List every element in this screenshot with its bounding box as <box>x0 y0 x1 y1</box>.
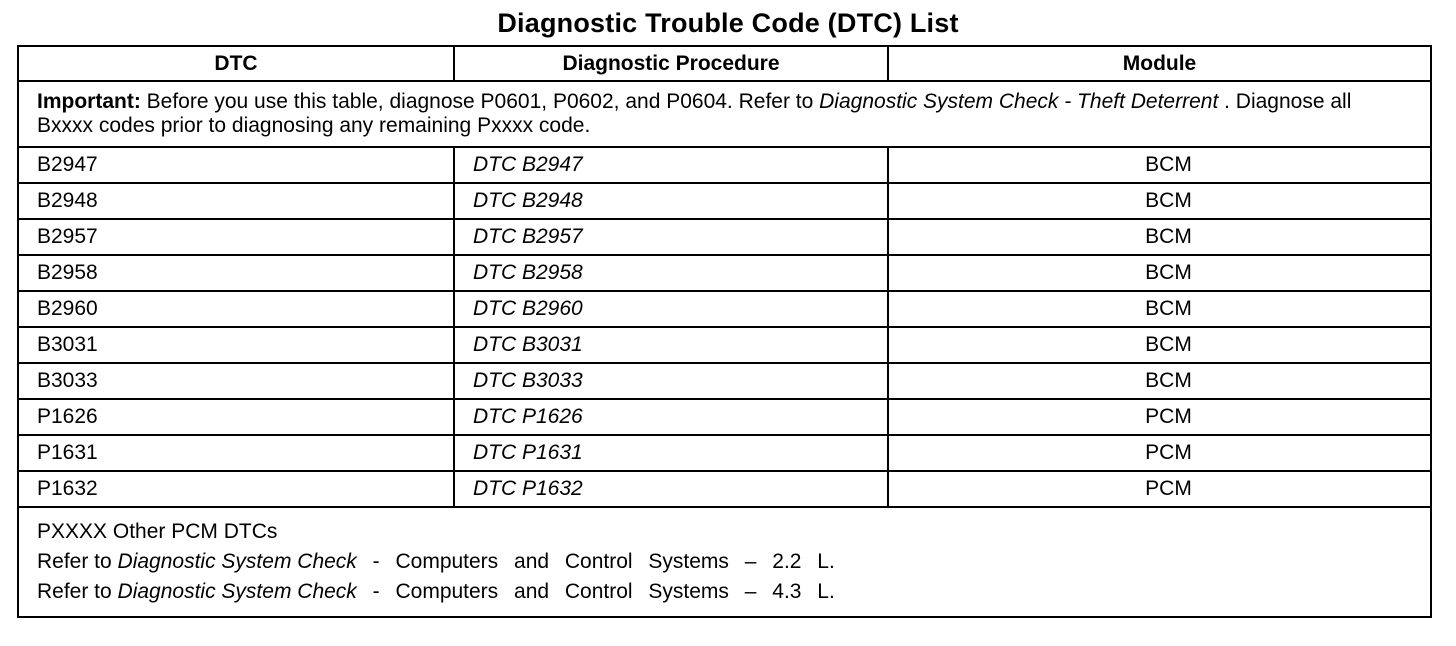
footer-ref-prefix: Refer to <box>37 580 118 603</box>
header-row <box>18 46 1431 81</box>
footer-row <box>18 507 1431 617</box>
table-row <box>18 471 1431 507</box>
table-row <box>18 255 1431 291</box>
diagnostic-procedure-link[interactable]: DTC B2948 <box>454 183 888 219</box>
diagnostic-procedure-link[interactable]: DTC P1632 <box>454 471 888 507</box>
important-note <box>18 81 1431 147</box>
important-text-1: Before you use this table, diagnose P0601, P0602, and P0604. Refer to <box>140 90 820 113</box>
table-row <box>18 399 1431 435</box>
module-cell: PCM <box>888 435 1431 471</box>
module-cell: PCM <box>888 399 1431 435</box>
module-cell: BCM <box>888 255 1431 291</box>
table-row <box>18 147 1431 183</box>
dtc-code-cell: B2948 <box>18 183 454 219</box>
dtc-code-cell: P1631 <box>18 435 454 471</box>
footer-ref-prefix: Refer to <box>37 550 118 573</box>
table-row <box>18 363 1431 399</box>
dtc-code-cell: B2958 <box>18 255 454 291</box>
dtc-table <box>17 45 1432 618</box>
column-header-module: Module <box>888 46 1431 81</box>
table-row <box>18 219 1431 255</box>
table-row <box>18 435 1431 471</box>
diagnostic-procedure-link[interactable]: DTC B2947 <box>454 147 888 183</box>
diagnostic-procedure-link[interactable]: DTC B2960 <box>454 291 888 327</box>
diagnostic-procedure-link[interactable]: DTC P1631 <box>454 435 888 471</box>
important-label: Important: <box>37 90 141 113</box>
diagnostic-procedure-link[interactable]: DTC P1626 <box>454 399 888 435</box>
module-cell: BCM <box>888 327 1431 363</box>
table-row <box>18 291 1431 327</box>
dtc-code-cell: P1626 <box>18 399 454 435</box>
footer-ref-4-3l <box>37 577 1412 607</box>
dtc-code-cell: B3033 <box>18 363 454 399</box>
page-title: Diagnostic Trouble Code (DTC) List <box>497 8 959 38</box>
other-pcm-dtcs-label: PXXXX Other PCM DTCs <box>37 520 278 543</box>
footer-ref-2-2l <box>37 547 1412 577</box>
system-check-link-4-3l[interactable]: Diagnostic System Check <box>117 580 357 603</box>
dtc-code-cell: B2960 <box>18 291 454 327</box>
module-cell: BCM <box>888 147 1431 183</box>
diagnostic-procedure-link[interactable]: DTC B3033 <box>454 363 888 399</box>
column-header-procedure: Diagnostic Procedure <box>454 46 888 81</box>
module-cell: BCM <box>888 291 1431 327</box>
theft-deterrent-link[interactable]: Diagnostic System Check - Theft Deterrent <box>819 90 1219 113</box>
diagnostic-procedure-link[interactable]: DTC B2958 <box>454 255 888 291</box>
module-cell: BCM <box>888 183 1431 219</box>
dtc-code-cell: B2947 <box>18 147 454 183</box>
footer-ref-suffix: - Computers and Control Systems – 2.2 L. <box>356 550 835 573</box>
dtc-code-cell: B2957 <box>18 219 454 255</box>
table-row <box>18 183 1431 219</box>
module-cell: PCM <box>888 471 1431 507</box>
important-text-2: . Diagnose all Bxxxx codes prior to diagnosing any remaining Pxxxx code. <box>37 90 1352 137</box>
module-cell: BCM <box>888 363 1431 399</box>
dtc-code-cell: B3031 <box>18 327 454 363</box>
system-check-link-2-2l[interactable]: Diagnostic System Check <box>117 550 357 573</box>
column-header-dtc: DTC <box>18 46 454 81</box>
footer-cell <box>18 507 1431 617</box>
diagnostic-procedure-link[interactable]: DTC B2957 <box>454 219 888 255</box>
dtc-code-cell: P1632 <box>18 471 454 507</box>
module-cell: BCM <box>888 219 1431 255</box>
footer-ref-suffix: - Computers and Control Systems – 4.3 L. <box>356 580 835 603</box>
table-row <box>18 327 1431 363</box>
diagnostic-procedure-link[interactable]: DTC B3031 <box>454 327 888 363</box>
important-note-row <box>18 81 1431 147</box>
